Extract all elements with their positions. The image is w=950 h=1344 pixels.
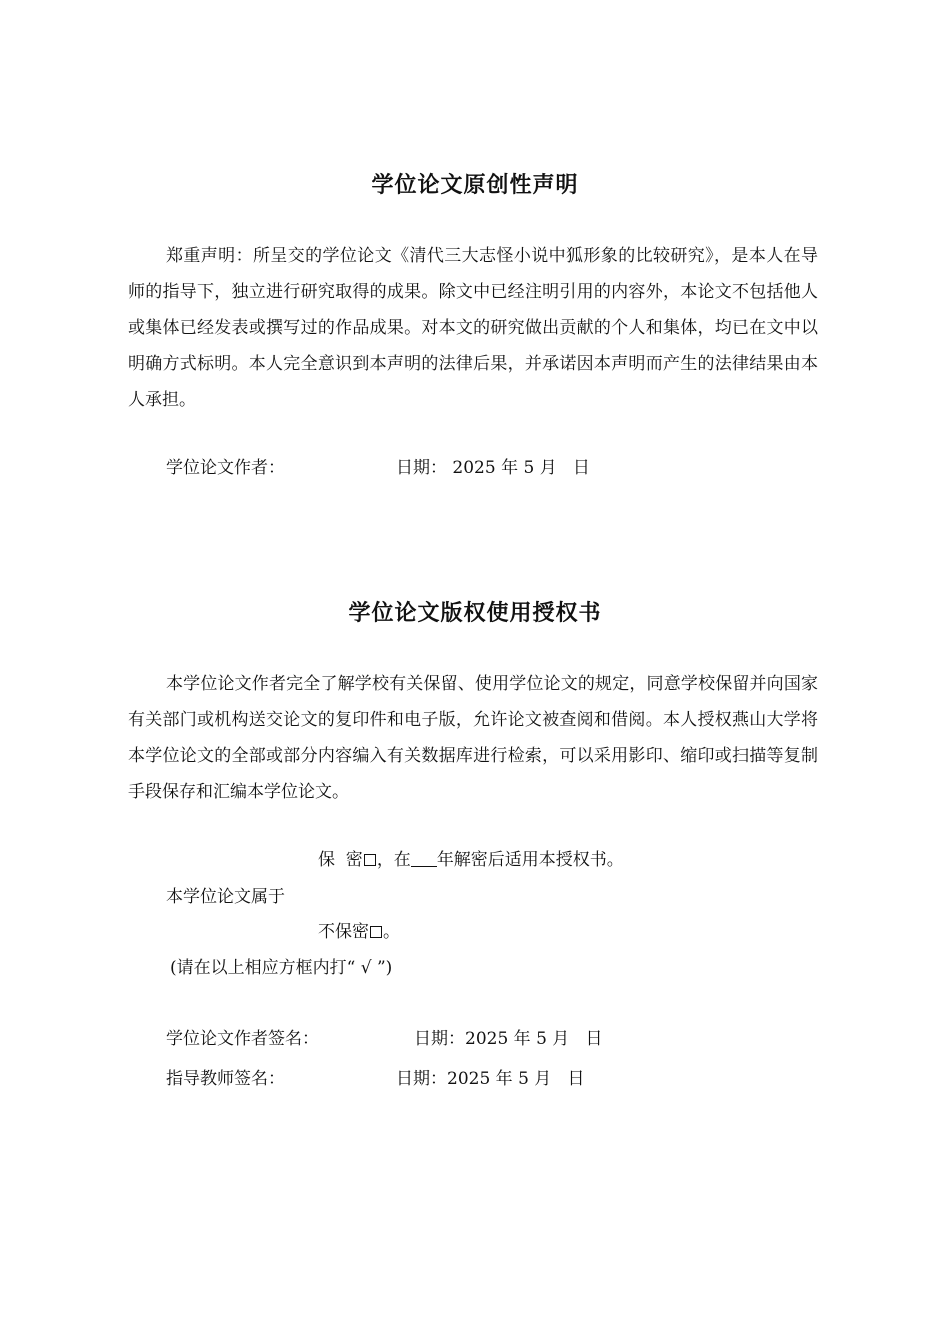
secret-label: 保 密 [318,850,363,870]
author-date-label: 日期： [414,1029,465,1049]
secret-suffix-b: 年解密后适用本授权书。 [436,850,624,870]
not-secret-checkbox[interactable] [370,926,382,938]
not-secret-end: 。 [383,922,400,942]
author-date-row [414,1027,603,1051]
author-sign-label: 学位论文作者签名： [166,1029,319,1049]
not-secret-option [318,920,400,944]
advisor-date-label: 日期： [396,1069,447,1089]
originality-body: 郑重声明：所呈交的学位论文《清代三大志怪小说中狐形象的比较研究》，是本人在导师的指导下，独立进行研究取得的成果。除文中已经注明引用的内容外，本论文不包括他人或集体已经发表或撰写过的作品成果。对本文的研究做出贡献的个人和集体，均已在文中以明确方式标明。本人完全意识到本声明的法律后果，并承诺因本声明而产生的法律结果由本人承担。 [128,246,818,410]
advisor-date-row [396,1067,585,1091]
secret-years-blank[interactable] [411,848,437,867]
advisor-date-value: 2025 年 5 月 日 [447,1069,585,1089]
author-date-value: 2025 年 5 月 日 [465,1029,603,1049]
secret-option [318,848,624,872]
originality-date-row [396,456,590,480]
originality-date-label: 日期： [396,458,447,478]
originality-title: 学位论文原创性声明 [371,173,579,198]
secret-checkbox[interactable] [364,854,376,866]
advisor-sign-label: 指导教师签名： [166,1069,285,1089]
checkbox-instruction: (请在以上相应方框内打“ √ ”) [170,958,393,978]
copyright-title: 学位论文版权使用授权书 [348,601,602,626]
not-secret-label: 不保密 [318,922,369,942]
originality-date-value: 2025 年 5 月 日 [452,458,590,478]
originality-author-label: 学位论文作者： [166,458,285,478]
secret-suffix-a: ，在 [376,850,411,870]
belongs-label: 本学位论文属于 [166,887,285,907]
copyright-body: 本学位论文作者完全了解学校有关保留、使用学位论文的规定，同意学校保留并向国家有关部门或机构送交论文的复印件和电子版，允许论文被查阅和借阅。本人授权燕山大学将本学位论文的全部或部分内容编入有关数据库进行检索，可以采用影印、缩印或扫描等复制手段保存和汇编本学位论文。 [128,674,818,802]
